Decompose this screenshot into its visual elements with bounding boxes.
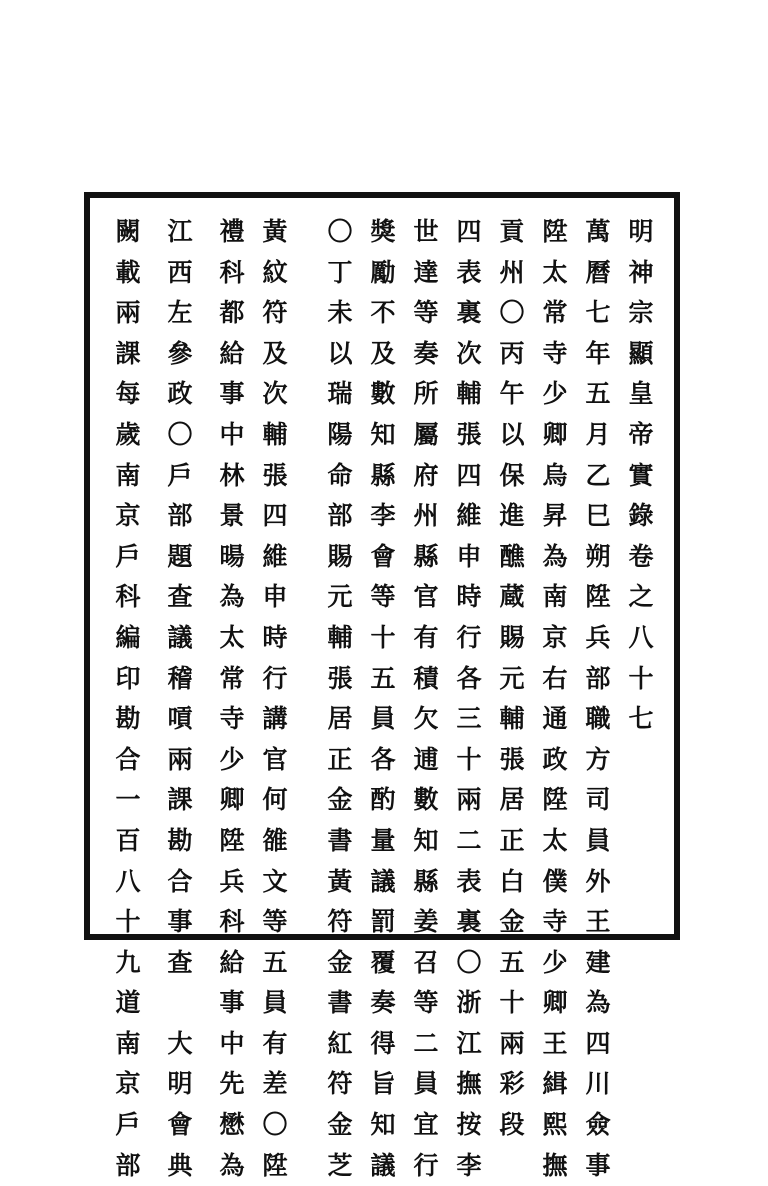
glyph: 裏 <box>456 298 482 328</box>
glyph: 典 <box>167 1150 193 1180</box>
glyph: 浙 <box>456 988 482 1018</box>
glyph: 議 <box>167 622 193 652</box>
glyph <box>159 983 201 1024</box>
glyph: 都 <box>219 298 245 328</box>
glyph: 南 <box>542 582 568 612</box>
glyph: 查 <box>167 582 193 612</box>
glyph: 九 <box>115 947 141 977</box>
glyph: 京 <box>542 622 568 652</box>
glyph: 及 <box>370 338 396 368</box>
glyph: 等 <box>370 582 396 612</box>
glyph: 七 <box>585 298 611 328</box>
glyph: 嗊 <box>167 704 193 734</box>
glyph: 歲 <box>115 419 141 449</box>
glyph: 文 <box>262 866 288 896</box>
text-column-7 <box>362 212 404 1186</box>
glyph: 五 <box>499 947 525 977</box>
glyph: 王 <box>585 907 611 937</box>
glyph: 丁 <box>327 257 353 287</box>
glyph: 八 <box>115 866 141 896</box>
glyph: 右 <box>542 663 568 693</box>
glyph: 編 <box>115 622 141 652</box>
text-column-1 <box>620 212 662 740</box>
glyph: 次 <box>456 338 482 368</box>
glyph: 芝 <box>327 1150 353 1180</box>
glyph: 西 <box>167 257 193 287</box>
glyph: 十 <box>628 663 654 693</box>
glyph: 熙 <box>542 1110 568 1140</box>
glyph: 知 <box>370 419 396 449</box>
glyph: 居 <box>499 785 525 815</box>
glyph: 課 <box>167 785 193 815</box>
glyph: 一 <box>115 785 141 815</box>
glyph: 張 <box>456 419 482 449</box>
glyph: 官 <box>262 744 288 774</box>
glyph: 科 <box>219 907 245 937</box>
glyph: 行 <box>262 663 288 693</box>
glyph: 稽 <box>167 663 193 693</box>
glyph: 所 <box>413 379 439 409</box>
glyph: 政 <box>167 379 193 409</box>
glyph: 元 <box>327 582 353 612</box>
glyph: 保 <box>499 460 525 490</box>
glyph: 南 <box>115 460 141 490</box>
glyph: 數 <box>413 785 439 815</box>
glyph: 給 <box>219 947 245 977</box>
glyph: 數 <box>370 379 396 409</box>
glyph: 撫 <box>456 1069 482 1099</box>
glyph: 申 <box>456 541 482 571</box>
glyph: 太 <box>542 825 568 855</box>
glyph: 正 <box>499 825 525 855</box>
glyph: 兩 <box>167 744 193 774</box>
text-column-2 <box>577 212 619 1186</box>
glyph: 外 <box>585 866 611 896</box>
glyph: 維 <box>262 541 288 571</box>
glyph: 以 <box>327 338 353 368</box>
glyph: 金 <box>499 907 525 937</box>
glyph: 四 <box>262 501 288 531</box>
glyph: 課 <box>115 338 141 368</box>
glyph: 議 <box>370 1150 396 1180</box>
glyph: 陞 <box>219 825 245 855</box>
glyph: 撫 <box>542 1150 568 1180</box>
glyph: 政 <box>542 744 568 774</box>
glyph: 緝 <box>542 1069 568 1099</box>
glyph: 州 <box>413 501 439 531</box>
glyph: 題 <box>167 541 193 571</box>
glyph: 勘 <box>167 825 193 855</box>
glyph: 知 <box>413 825 439 855</box>
glyph: 年 <box>585 338 611 368</box>
glyph: 四 <box>585 1028 611 1058</box>
glyph: 欠 <box>413 704 439 734</box>
glyph: 印 <box>115 663 141 693</box>
glyph: 事 <box>219 379 245 409</box>
glyph: 時 <box>262 622 288 652</box>
glyph: 王 <box>542 1028 568 1058</box>
glyph: 表 <box>456 257 482 287</box>
glyph: 行 <box>413 1150 439 1180</box>
glyph: 載 <box>115 257 141 287</box>
glyph: 部 <box>327 501 353 531</box>
glyph: 按 <box>456 1110 482 1140</box>
glyph: 會 <box>370 541 396 571</box>
glyph: 兩 <box>499 1028 525 1058</box>
glyph: 官 <box>413 582 439 612</box>
glyph: 少 <box>219 744 245 774</box>
glyph: 皇 <box>628 379 654 409</box>
glyph: 左 <box>167 298 193 328</box>
glyph: 兵 <box>219 866 245 896</box>
glyph: 員 <box>413 1069 439 1099</box>
glyph: 少 <box>542 947 568 977</box>
glyph: 次 <box>262 379 288 409</box>
glyph: 〇 <box>167 419 193 449</box>
glyph: 事 <box>219 988 245 1018</box>
glyph: 合 <box>115 744 141 774</box>
glyph: 差 <box>262 1069 288 1099</box>
glyph: 參 <box>167 338 193 368</box>
glyph: 十 <box>115 907 141 937</box>
glyph: 紋 <box>262 257 288 287</box>
glyph: 李 <box>456 1150 482 1180</box>
glyph: 奏 <box>413 338 439 368</box>
glyph: 罰 <box>370 907 396 937</box>
glyph: 符 <box>327 907 353 937</box>
glyph: 乙 <box>585 460 611 490</box>
glyph: 宗 <box>628 298 654 328</box>
glyph: 曆 <box>585 257 611 287</box>
glyph: 司 <box>585 785 611 815</box>
glyph: 禮 <box>219 217 245 246</box>
glyph: 錄 <box>628 501 654 531</box>
glyph: 有 <box>262 1028 288 1058</box>
glyph: 太 <box>542 257 568 287</box>
glyph: 旨 <box>370 1069 396 1099</box>
glyph: 五 <box>370 663 396 693</box>
glyph: 〇 <box>262 1110 288 1140</box>
glyph: 兵 <box>585 622 611 652</box>
glyph: 符 <box>327 1069 353 1099</box>
glyph: 卿 <box>542 988 568 1018</box>
glyph: 七 <box>628 704 654 734</box>
glyph: 酌 <box>370 785 396 815</box>
glyph: 顯 <box>628 338 654 368</box>
glyph: 彩 <box>499 1069 525 1099</box>
glyph: 世 <box>413 217 439 246</box>
glyph: 輔 <box>262 419 288 449</box>
glyph: 等 <box>413 988 439 1018</box>
glyph: 僕 <box>542 866 568 896</box>
glyph: 寺 <box>542 907 568 937</box>
glyph: 會 <box>167 1110 193 1140</box>
glyph: 輔 <box>327 622 353 652</box>
glyph: 事 <box>585 1150 611 1180</box>
glyph: 瑞 <box>327 379 353 409</box>
glyph: 寺 <box>219 704 245 734</box>
glyph: 道 <box>115 988 141 1018</box>
glyph: 卿 <box>219 785 245 815</box>
glyph: 紅 <box>327 1028 353 1058</box>
glyph: 八 <box>628 622 654 652</box>
glyph: 戶 <box>115 541 141 571</box>
glyph: 黃 <box>262 217 288 246</box>
glyph: 得 <box>370 1028 396 1058</box>
glyph: 符 <box>262 298 288 328</box>
glyph: 及 <box>262 338 288 368</box>
glyph: 蔵 <box>499 582 525 612</box>
text-column-5 <box>448 212 490 1186</box>
glyph: 實 <box>628 460 654 490</box>
glyph: 烏 <box>542 460 568 490</box>
glyph: 先 <box>219 1069 245 1099</box>
glyph: 醮 <box>499 541 525 571</box>
glyph: 給 <box>219 338 245 368</box>
glyph: 〇 <box>456 947 482 977</box>
glyph: 明 <box>167 1069 193 1099</box>
glyph: 五 <box>585 379 611 409</box>
glyph: 陞 <box>542 785 568 815</box>
glyph: 太 <box>219 622 245 652</box>
glyph: 輔 <box>456 379 482 409</box>
glyph: 張 <box>327 663 353 693</box>
glyph: 等 <box>262 907 288 937</box>
glyph: 午 <box>499 379 525 409</box>
glyph: 江 <box>167 217 193 246</box>
glyph: 科 <box>115 582 141 612</box>
glyph: 宜 <box>413 1110 439 1140</box>
glyph: 縣 <box>413 541 439 571</box>
glyph: 戶 <box>115 1110 141 1140</box>
glyph: 昇 <box>542 501 568 531</box>
glyph: 卷 <box>628 541 654 571</box>
glyph: 神 <box>628 257 654 287</box>
glyph: 覆 <box>370 947 396 977</box>
glyph: 勘 <box>115 704 141 734</box>
glyph: 方 <box>585 744 611 774</box>
glyph: 部 <box>585 663 611 693</box>
glyph: 白 <box>499 866 525 896</box>
glyph: 百 <box>115 825 141 855</box>
glyph: 逋 <box>413 744 439 774</box>
glyph: 陞 <box>262 1150 288 1180</box>
glyph: 各 <box>370 744 396 774</box>
glyph: 明 <box>628 217 654 246</box>
glyph: 少 <box>542 379 568 409</box>
glyph: 大 <box>167 1028 193 1058</box>
glyph: 講 <box>262 704 288 734</box>
glyph: 積 <box>413 663 439 693</box>
glyph: 輔 <box>499 704 525 734</box>
glyph: 屬 <box>413 419 439 449</box>
glyph: 十 <box>456 744 482 774</box>
glyph: 寺 <box>542 338 568 368</box>
glyph: 帝 <box>628 419 654 449</box>
glyph: 進 <box>499 501 525 531</box>
text-column-4 <box>491 212 533 1146</box>
glyph: 僉 <box>585 1110 611 1140</box>
glyph: 張 <box>262 460 288 490</box>
glyph: 申 <box>262 582 288 612</box>
text-column-12 <box>107 212 149 1186</box>
glyph: 姜 <box>413 907 439 937</box>
glyph: 有 <box>413 622 439 652</box>
glyph: 勵 <box>370 257 396 287</box>
glyph: 知 <box>370 1110 396 1140</box>
glyph: 縣 <box>370 460 396 490</box>
glyph: 命 <box>327 460 353 490</box>
glyph: 員 <box>262 988 288 1018</box>
glyph: 金 <box>327 1110 353 1140</box>
glyph: 闕 <box>115 217 141 246</box>
glyph: 各 <box>456 663 482 693</box>
glyph: 戶 <box>167 460 193 490</box>
glyph: 量 <box>370 825 396 855</box>
glyph: 科 <box>219 257 245 287</box>
glyph: 每 <box>115 379 141 409</box>
glyph: 常 <box>542 298 568 328</box>
glyph: 段 <box>499 1110 525 1140</box>
glyph: 不 <box>370 298 396 328</box>
glyph: 李 <box>370 501 396 531</box>
glyph: 賜 <box>499 622 525 652</box>
glyph: 貢 <box>499 217 525 246</box>
glyph: 正 <box>327 744 353 774</box>
glyph: 丙 <box>499 338 525 368</box>
glyph: 四 <box>456 460 482 490</box>
glyph: 林 <box>219 460 245 490</box>
glyph: 五 <box>262 947 288 977</box>
glyph: 部 <box>167 501 193 531</box>
glyph: 京 <box>115 501 141 531</box>
glyph: 議 <box>370 866 396 896</box>
glyph: 萬 <box>585 217 611 246</box>
glyph: 二 <box>413 1028 439 1058</box>
glyph: 江 <box>456 1028 482 1058</box>
glyph: 部 <box>115 1150 141 1180</box>
glyph: 川 <box>585 1069 611 1099</box>
glyph: 為 <box>219 1150 245 1180</box>
glyph: 〇 <box>499 298 525 328</box>
text-column-9 <box>254 212 296 1186</box>
glyph: 書 <box>327 825 353 855</box>
glyph: 行 <box>456 622 482 652</box>
glyph: 卿 <box>542 419 568 449</box>
glyph: 陽 <box>327 419 353 449</box>
glyph: 事 <box>167 907 193 937</box>
glyph: 何 <box>262 785 288 815</box>
glyph: 巳 <box>585 501 611 531</box>
glyph: 二 <box>456 825 482 855</box>
glyph: 元 <box>499 663 525 693</box>
glyph: 為 <box>219 582 245 612</box>
text-column-10 <box>211 212 253 1186</box>
glyph: 召 <box>413 947 439 977</box>
glyph: 〇 <box>327 217 353 246</box>
glyph: 陞 <box>542 217 568 246</box>
glyph: 維 <box>456 501 482 531</box>
glyph: 四 <box>456 217 482 246</box>
glyph: 未 <box>327 298 353 328</box>
glyph: 中 <box>219 419 245 449</box>
glyph: 合 <box>167 866 193 896</box>
glyph: 雒 <box>262 825 288 855</box>
glyph: 府 <box>413 460 439 490</box>
glyph: 員 <box>370 704 396 734</box>
glyph: 縣 <box>413 866 439 896</box>
glyph: 獎 <box>370 217 396 246</box>
glyph: 月 <box>585 419 611 449</box>
glyph: 書 <box>327 988 353 1018</box>
glyph: 建 <box>585 947 611 977</box>
glyph: 陞 <box>585 582 611 612</box>
glyph: 奏 <box>370 988 396 1018</box>
glyph: 達 <box>413 257 439 287</box>
glyph: 黃 <box>327 866 353 896</box>
glyph: 之 <box>628 582 654 612</box>
glyph: 表 <box>456 866 482 896</box>
glyph: 為 <box>585 988 611 1018</box>
text-column-6 <box>405 212 447 1186</box>
glyph: 通 <box>542 704 568 734</box>
glyph: 等 <box>413 298 439 328</box>
glyph: 以 <box>499 419 525 449</box>
glyph: 兩 <box>115 298 141 328</box>
text-column-3 <box>534 212 576 1186</box>
glyph: 時 <box>456 582 482 612</box>
glyph: 朔 <box>585 541 611 571</box>
glyph: 常 <box>219 663 245 693</box>
glyph: 員 <box>585 825 611 855</box>
glyph: 十 <box>370 622 396 652</box>
glyph: 居 <box>327 704 353 734</box>
glyph: 京 <box>115 1069 141 1099</box>
glyph: 中 <box>219 1028 245 1058</box>
glyph: 職 <box>585 704 611 734</box>
glyph: 景 <box>219 501 245 531</box>
text-column-11 <box>159 212 201 1186</box>
glyph: 三 <box>456 704 482 734</box>
glyph: 裏 <box>456 907 482 937</box>
glyph: 懋 <box>219 1110 245 1140</box>
glyph: 賜 <box>327 541 353 571</box>
glyph: 暘 <box>219 541 245 571</box>
glyph: 張 <box>499 744 525 774</box>
text-column-8 <box>319 212 361 1186</box>
glyph: 金 <box>327 947 353 977</box>
glyph: 為 <box>542 541 568 571</box>
glyph: 查 <box>167 947 193 977</box>
glyph: 金 <box>327 785 353 815</box>
glyph: 兩 <box>456 785 482 815</box>
glyph: 南 <box>115 1028 141 1058</box>
glyph: 州 <box>499 257 525 287</box>
glyph: 十 <box>499 988 525 1018</box>
